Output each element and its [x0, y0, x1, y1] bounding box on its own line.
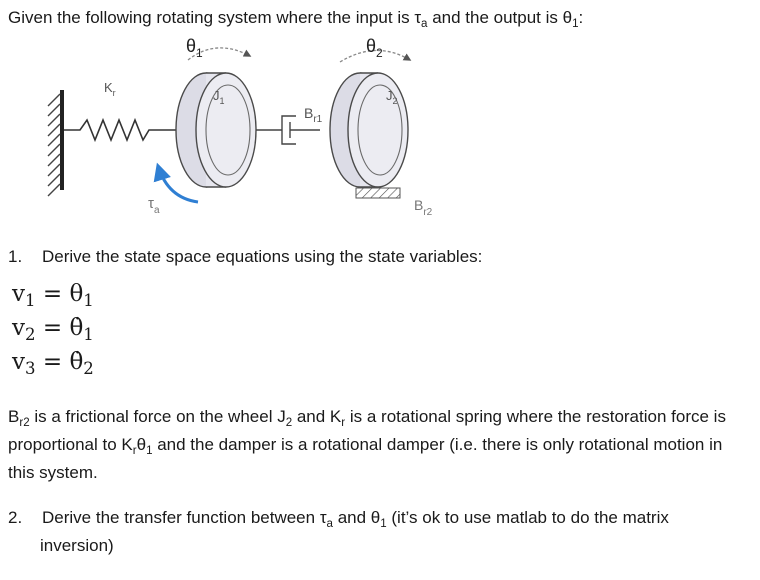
wall-ground — [48, 90, 62, 196]
para-text-5: and the damper is a rotational damper (i.e. there is only rotational motion in this system. — [8, 435, 723, 482]
question-2-text-3: (it’s ok to use matlab to do the matrix — [386, 508, 669, 527]
para-k-sub: r — [341, 416, 346, 429]
state-equation-2 — [12, 315, 94, 343]
torque-label: $\tau_a$ — [148, 195, 160, 216]
para-theta-sub: 1 — [146, 444, 153, 457]
question-2-tau-sub: a — [326, 517, 333, 530]
question-2-tau: τ — [319, 508, 327, 527]
question-2-line-1 — [8, 505, 748, 533]
question-2-text-1: Derive the transfer function between — [42, 508, 320, 527]
question-2-theta: θ — [370, 508, 381, 527]
eq1-lhs: v — [12, 281, 25, 307]
wheel-j2 — [330, 73, 408, 187]
wheel-j2-label: $J_2$ — [386, 88, 398, 106]
eq2-rhs: θ̇ — [69, 315, 84, 341]
eq3-rhs-sub: 2 — [83, 358, 94, 378]
theta2-label: $\theta_2$ — [366, 38, 383, 60]
theta1-label: $\theta_1$ — [186, 38, 203, 60]
rotational-spring — [64, 120, 176, 140]
state-equation-1 — [12, 281, 94, 309]
eq2-rhs-sub: 1 — [83, 324, 94, 344]
para-b-sub: r2 — [19, 416, 30, 429]
intro-theta-sub: 1 — [572, 17, 579, 30]
eq1-lhs-sub: 1 — [25, 290, 36, 310]
question-1-number: 1. — [8, 247, 23, 266]
intro-prefix: Given the following rotating system where the input is — [8, 8, 415, 27]
intro-tau-sub: a — [421, 17, 428, 30]
eq3-lhs: v — [12, 349, 25, 375]
eq3-rhs: θ̇ — [69, 349, 84, 375]
eq2-op: = — [35, 315, 70, 341]
intro-tau: τ — [414, 8, 422, 27]
para-text-3: is a rotational spring where the restoration force is proportional to K — [8, 407, 726, 454]
damper-label: $B_{r1}$ — [304, 105, 323, 125]
para-theta: θ — [136, 435, 147, 454]
para-b: B — [8, 407, 20, 426]
question-2-line-2: inversion) — [40, 536, 114, 555]
friction-ground — [356, 188, 400, 198]
question-2-theta-sub: 1 — [380, 517, 387, 530]
wheel-j1-label: $J_1$ — [213, 88, 225, 106]
eq1-op: = — [35, 281, 70, 307]
eq1-rhs: θ — [69, 281, 84, 307]
intro-middle: and the output is — [427, 8, 563, 27]
para-k-sub-2: r — [132, 444, 137, 457]
intro-theta: θ — [562, 8, 573, 27]
eq2-lhs: v — [12, 315, 25, 341]
rotating-system-diagram — [38, 38, 458, 228]
eq3-lhs-sub: 3 — [25, 358, 36, 378]
question-1-text: Derive the state space equations using the state variables: — [42, 247, 483, 266]
question-2-number: 2. — [8, 508, 23, 527]
para-text-2: and K — [292, 407, 342, 426]
question-2-text-2: and — [332, 508, 371, 527]
eq2-lhs-sub: 2 — [25, 324, 36, 344]
eq1-rhs-sub: 1 — [83, 290, 94, 310]
system-description — [8, 404, 748, 485]
intro-suffix: : — [578, 8, 584, 27]
question-1 — [8, 247, 482, 267]
para-text-1: is a frictional force on the wheel J — [29, 407, 286, 426]
state-equation-3 — [12, 349, 94, 377]
para-j-sub: 2 — [285, 416, 293, 429]
spring-label: $K_r$ — [104, 80, 116, 98]
friction-label: $B_{r2}$ — [414, 197, 433, 218]
problem-intro — [8, 8, 583, 30]
eq3-op: = — [35, 349, 70, 375]
question-2 — [8, 505, 748, 558]
